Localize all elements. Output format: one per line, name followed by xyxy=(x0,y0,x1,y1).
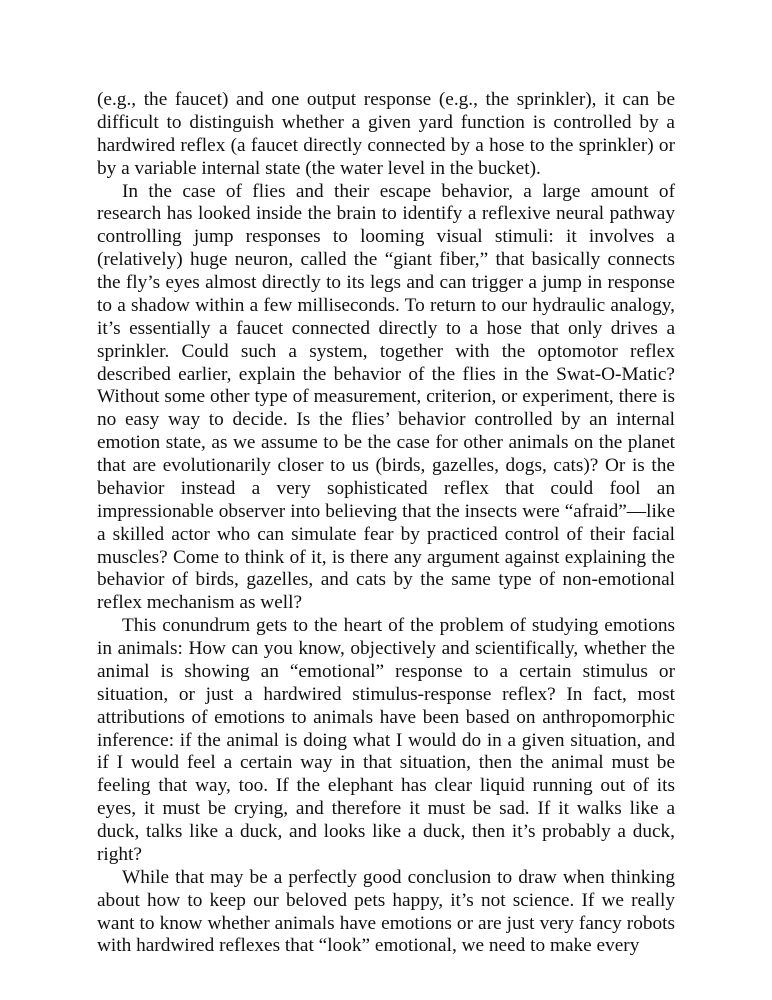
paragraph-continued: (e.g., the faucet) and one output response (e.g., the sprinkler), it can be difficult to distinguish whether a given yard function is controlled by a hardwired reflex (a faucet directly connected by a hose to the sprinkler) or by a variable internal state (the water level in the bucket). xyxy=(97,89,675,179)
page-body xyxy=(97,89,675,958)
paragraph-flies-escape: In the case of flies and their escape behavior, a large amount of research has looked inside the brain to identify a reflexive neural pathway controlling jump responses to looming visual stimuli: it involves a (relatively) huge neuron, called the “giant fiber,” that basically connects the fly’s eyes almost directly to its legs and can trigger a jump in response to a shadow within a few milliseconds. To return to our hydraulic analogy, it’s essentially a faucet connected directly to a hose that only drives a sprinkler. Could such a system, together with the optomotor reflex described earlier, explain the behavior of the flies in the Swat-O-Matic? Without some other type of measurement, criterion, or experiment, there is no easy way to decide. Is the flies’ behavior controlled by an internal emotion state, as we assume to be the case for other animals on the planet that are evolutionarily closer to us (birds, gazelles, dogs, cats)? Or is the behavior instead a very sophisticated reflex that could fool an impressionable observer into believing that the insects were “afraid”—like a skilled actor who can simulate fear by practiced control of their facial muscles? Come to think of it, is there any argument against explaining the behavior of birds, gazelles, and cats by the same type of non-emotional reflex mechanism as well? xyxy=(97,180,675,614)
paragraph-conundrum: This conundrum gets to the heart of the problem of studying emotions in animals: How can you know, objectively and scientifically, whether the animal is showing an “emotional” response to a certain stimulus or situation, or just a hardwired stimulus-response reflex? In fact, most attributions of emotions to animals have been based on anthropomorphic inference: if the animal is doing what I would do in a given situation, and if I would feel a certain way in that situation, then the animal must be feeling that way, too. If the elephant has clear liquid running out of its eyes, it must be crying, and therefore it must be sad. If it walks like a duck, talks like a duck, and looks like a duck, then it’s probably a duck, right? xyxy=(97,615,675,865)
paragraph-not-science: While that may be a perfectly good conclusion to draw when thinking about how to keep our beloved pets happy, it’s not science. If we really want to know whether animals have emotions or are just very fancy robots with hardwired reflexes that “look” emotional, we need to make every xyxy=(97,866,675,957)
